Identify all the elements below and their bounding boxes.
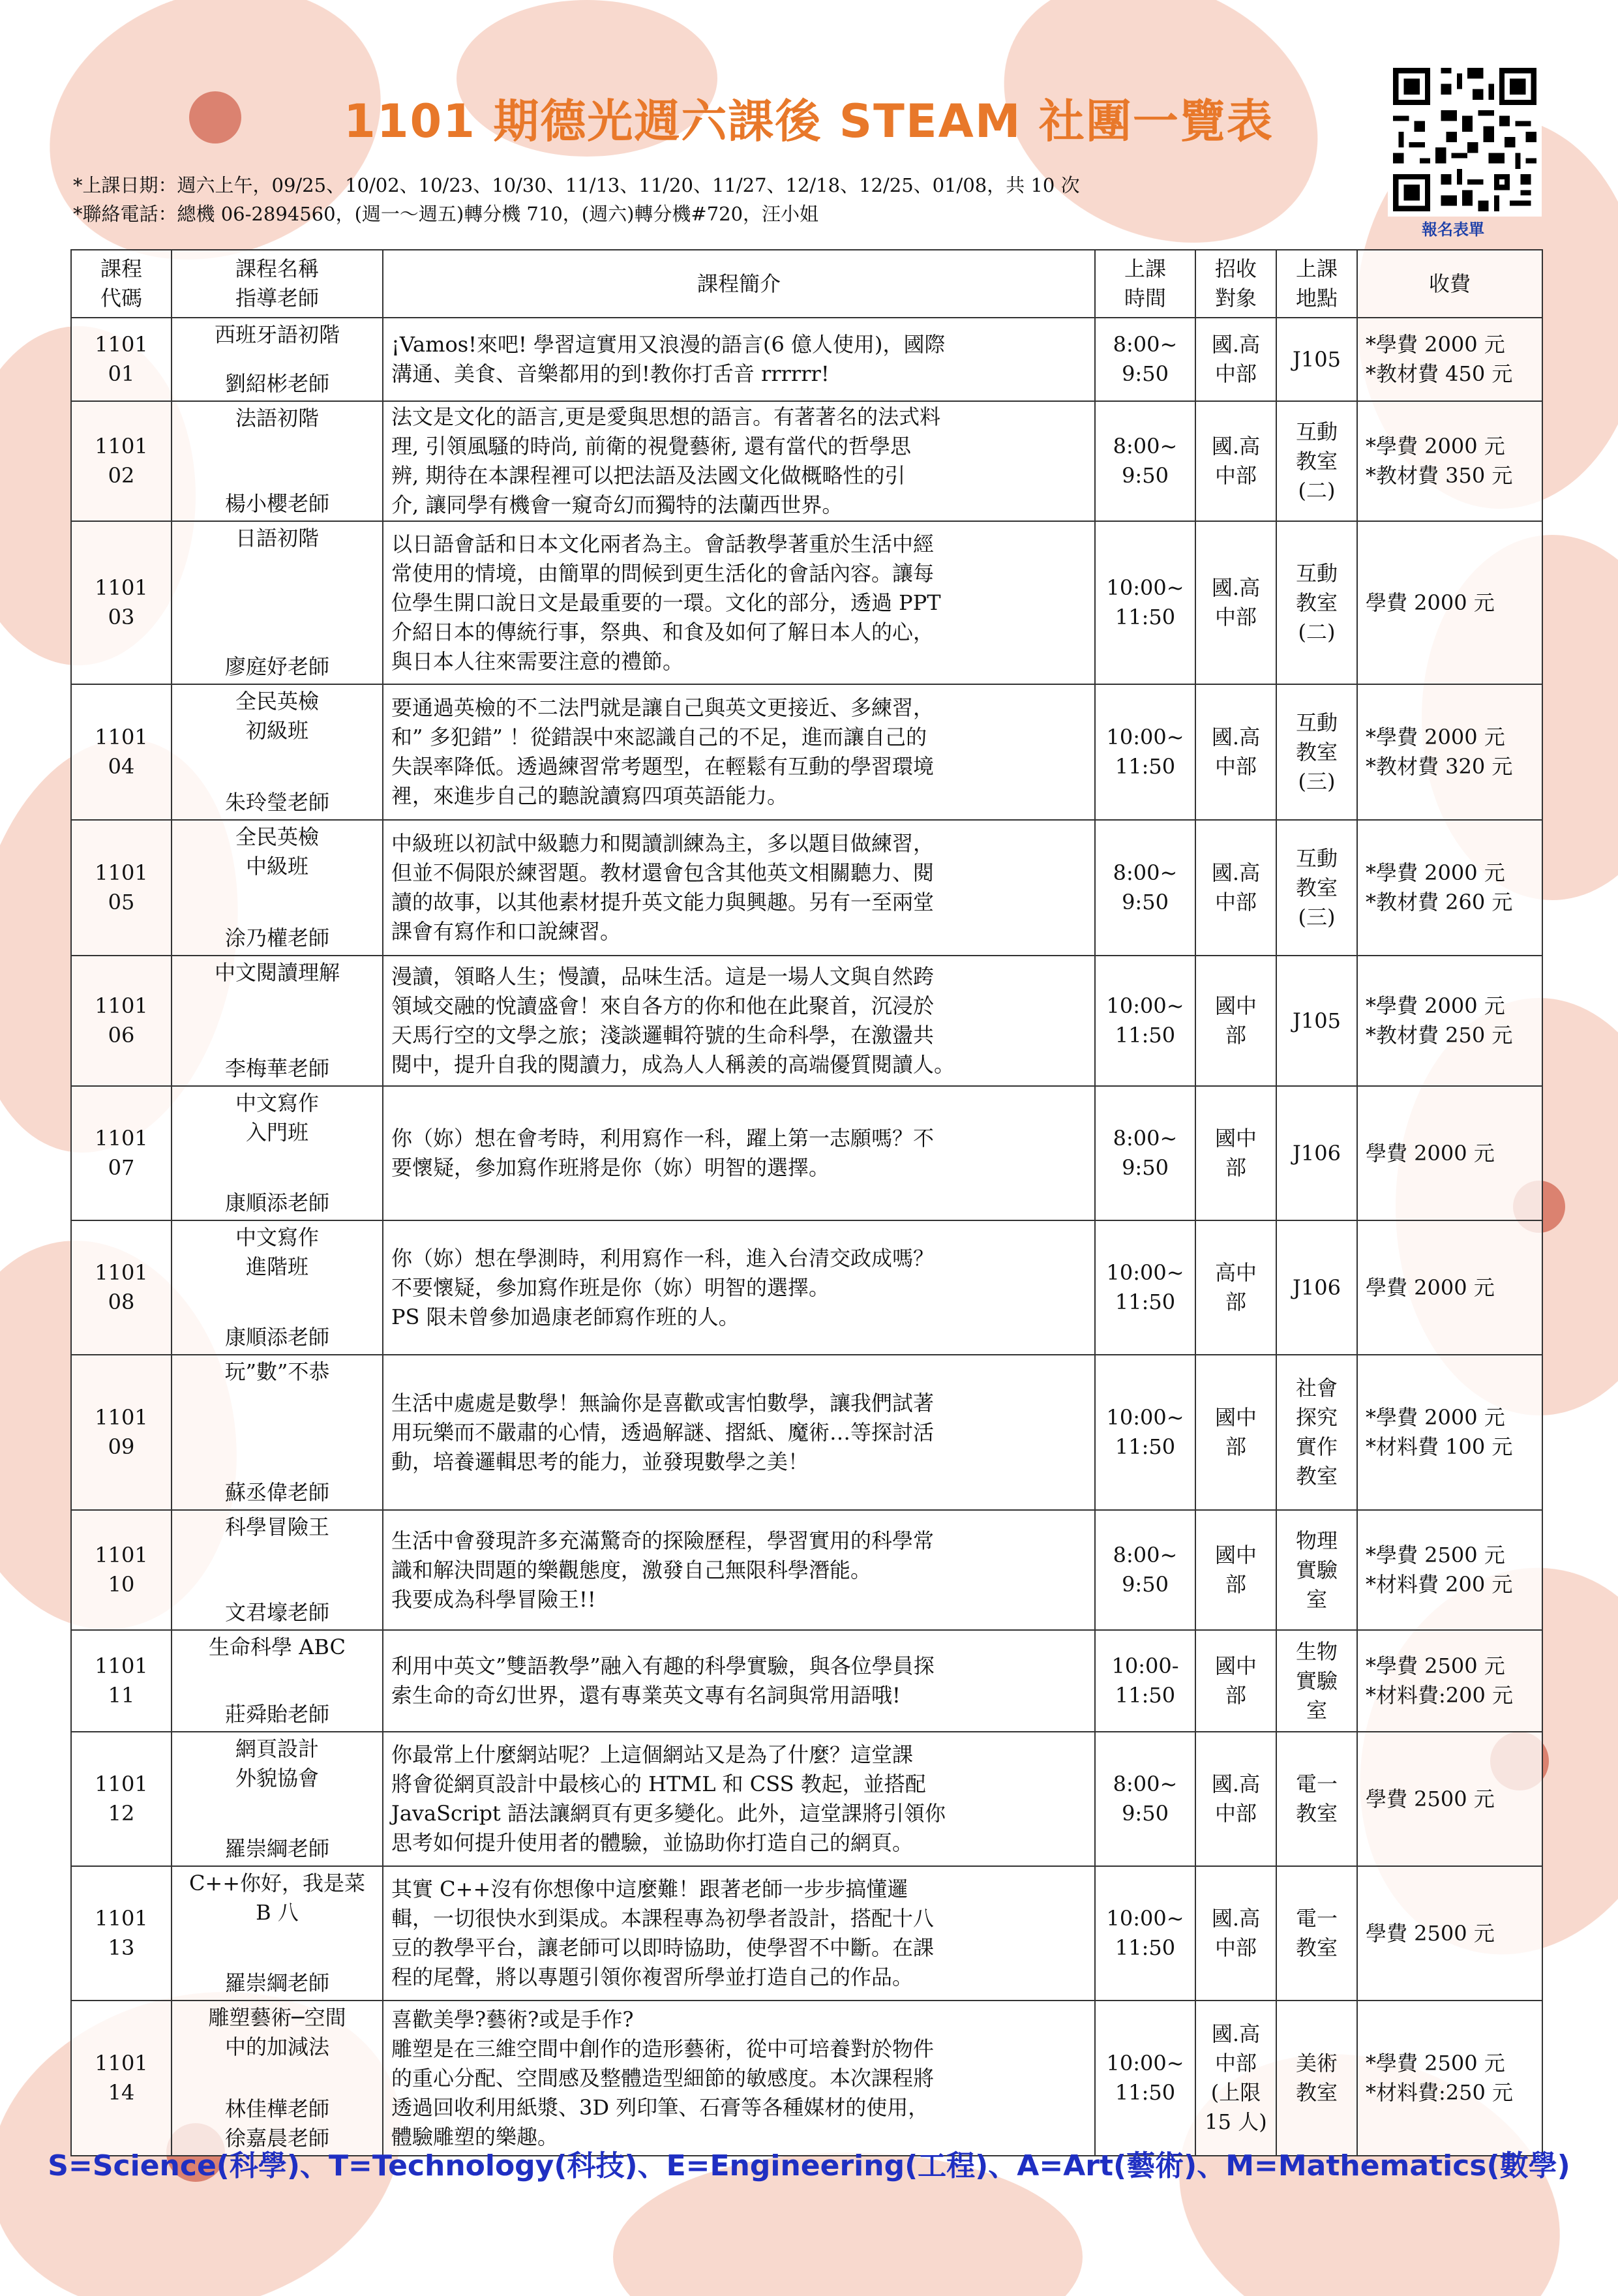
course-fee: *學費 2000 元 *材料費 100 元	[1357, 1355, 1542, 1510]
course-name-teacher	[172, 401, 383, 521]
course-name-teacher	[172, 2001, 383, 2156]
class-time: 8:00~ 9:50	[1095, 820, 1195, 956]
class-dates: *上課日期：週六上午，09/25、10/02、10/23、10/30、11/13、11/20、11/27、12/18、12/25、01/08，共 10 次	[73, 174, 1080, 196]
class-location: J106	[1276, 1086, 1357, 1220]
course-name: 雕塑藝術─空間 中的加減法	[208, 2005, 346, 2059]
table-row	[71, 1220, 1542, 1355]
class-location: 電一 教室	[1276, 1732, 1357, 1866]
class-time: 8:00~ 9:50	[1095, 401, 1195, 521]
class-location: 美術 教室	[1276, 2001, 1357, 2156]
class-time: 10:00~ 11:50	[1095, 1355, 1195, 1510]
header-target: 招收 對象	[1195, 250, 1276, 318]
teacher-name: 林佳樺老師 徐嘉晨老師	[224, 2096, 329, 2151]
class-location: 生物 實驗 室	[1276, 1630, 1357, 1732]
course-fee: *學費 2000 元 *教材費 450 元	[1357, 318, 1542, 401]
course-name-teacher	[172, 1510, 383, 1630]
contact-phone: *聯絡電話：總機 06-2894560，(週一～週五)轉分機 710，(週六)轉分機#720，汪小姐	[73, 203, 819, 225]
target-students: 國.高 中部	[1195, 684, 1276, 820]
table-row	[71, 1630, 1542, 1732]
course-fee: *學費 2000 元 *教材費 260 元	[1357, 820, 1542, 956]
course-name-teacher	[172, 1220, 383, 1355]
course-code: 1101 10	[71, 1510, 172, 1630]
course-description: 喜歡美學?藝術?或是手作? 雕塑是在三維空間中創作的造形藝術，從中可培養對於物件 的重心分配、空間感及整體造型細節的敏感度。本次課程將 透過回收利用紙漿、3D 列印筆、石膏等各種媒材的使用， 體驗雕塑的樂趣。	[383, 2001, 1095, 2156]
course-name-teacher	[172, 684, 383, 820]
table-row	[71, 956, 1542, 1086]
course-code: 1101 04	[71, 684, 172, 820]
header-time: 上課 時間	[1095, 250, 1195, 318]
course-fee: 學費 2500 元	[1357, 1866, 1542, 2001]
class-location: 電一 教室	[1276, 1866, 1357, 2001]
course-fee: 學費 2000 元	[1357, 521, 1542, 684]
qr-code-icon[interactable]	[1388, 63, 1542, 217]
table-row	[71, 1866, 1542, 2001]
class-time: 10:00~ 11:50	[1095, 521, 1195, 684]
course-fee: *學費 2000 元 *教材費 350 元	[1357, 401, 1542, 521]
table-row	[71, 521, 1542, 684]
course-fee: *學費 2500 元 *材料費:200 元	[1357, 1630, 1542, 1732]
course-name: 中文閱讀理解	[214, 960, 340, 985]
course-name-teacher	[172, 820, 383, 956]
page-title: 1101 期德光週六課後 STEAM 社團一覽表	[344, 95, 1274, 148]
course-name-teacher	[172, 1732, 383, 1866]
table-row	[71, 820, 1542, 956]
target-students: 國中 部	[1195, 956, 1276, 1086]
course-description: 其實 C++沒有你想像中這麼難！跟著老師一步步搞懂邏 輯，一切很快水到渠成。本課程專為初學者設計，搭配十八 豆的教學平台，讓老師可以即時協助，使學習不中斷。在課 程的尾聲，將以專題引領你複習所學並打造自己的作品。	[383, 1866, 1095, 2001]
header-code: 課程 代碼	[71, 250, 172, 318]
teacher-name: 劉紹彬老師	[224, 371, 329, 396]
course-name: 中文寫作 進階班	[235, 1225, 319, 1279]
course-code: 1101 06	[71, 956, 172, 1086]
course-fee: *學費 2000 元 *教材費 320 元	[1357, 684, 1542, 820]
table-header-row	[71, 250, 1542, 318]
course-fee: 學費 2500 元	[1357, 1732, 1542, 1866]
header-name: 課程名稱 指導老師	[172, 250, 383, 318]
table-row	[71, 1355, 1542, 1510]
teacher-name: 莊舜貽老師	[224, 1702, 329, 1727]
course-name-teacher	[172, 1866, 383, 2001]
class-time: 8:00~ 9:50	[1095, 318, 1195, 401]
course-fee: *學費 2500 元 *材料費 200 元	[1357, 1510, 1542, 1630]
teacher-name: 李梅華老師	[224, 1056, 329, 1081]
course-description: 生活中處處是數學！無論你是喜歡或害怕數學，讓我們試著 用玩樂而不嚴肅的心情，透過解謎、摺紙、魔術…等探討活 動，培養邏輯思考的能力，並發現數學之美！	[383, 1355, 1095, 1510]
table-row	[71, 684, 1542, 820]
qr-label: 報名表單	[1422, 220, 1484, 239]
class-location: 社會 探究 實作 教室	[1276, 1355, 1357, 1510]
table-row	[71, 2001, 1542, 2156]
table-row	[71, 1510, 1542, 1630]
course-name: 玩”數”不恭	[224, 1359, 330, 1384]
course-code: 1101 13	[71, 1866, 172, 2001]
target-students: 國.高 中部	[1195, 1732, 1276, 1866]
course-code: 1101 02	[71, 401, 172, 521]
course-name-teacher	[172, 1630, 383, 1732]
course-code: 1101 05	[71, 820, 172, 956]
course-name: 網頁設計 外貌協會	[235, 1736, 319, 1790]
course-code: 1101 12	[71, 1732, 172, 1866]
table-row	[71, 401, 1542, 521]
course-description: 中級班以初試中級聽力和閱讀訓練為主，多以題目做練習， 但並不侷限於練習題。教材還會包含其他英文相關聽力、閱 讀的故事，以其他素材提升英文能力與興趣。另有一至兩堂 課會有寫作和口說練習。	[383, 820, 1095, 956]
header-fee: 收費	[1357, 250, 1542, 318]
course-description: 利用中英文”雙語教學”融入有趣的科學實驗，與各位學員探 索生命的奇幻世界，還有專業英文專有名詞與常用語哦!	[383, 1630, 1095, 1732]
teacher-name: 康順添老師	[224, 1325, 329, 1350]
class-location: 互動 教室 (三)	[1276, 820, 1357, 956]
course-description: 你（妳）想在會考時，利用寫作一科，躍上第一志願嗎？不 要懷疑，參加寫作班將是你（妳）明智的選擇。	[383, 1086, 1095, 1220]
table-row	[71, 1086, 1542, 1220]
header-description: 課程簡介	[383, 250, 1095, 318]
course-name: 全民英檢 初級班	[235, 689, 319, 743]
target-students: 國中 部	[1195, 1086, 1276, 1220]
class-location: J105	[1276, 318, 1357, 401]
course-name-teacher	[172, 521, 383, 684]
teacher-name: 朱玲瑩老師	[224, 790, 329, 815]
course-name: 日語初階	[235, 526, 319, 551]
course-description: 要通過英檢的不二法門就是讓自己與英文更接近、多練習， 和” 多犯錯” ！從錯誤中來認識自己的不足，進而讓自己的 失誤率降低。透過練習常考題型，在輕鬆有互動的學習環境 裡，來進步自己的聽說讀寫四項英語能力。	[383, 684, 1095, 820]
teacher-name: 康順添老師	[224, 1190, 329, 1215]
course-code: 1101 14	[71, 2001, 172, 2156]
class-location: J106	[1276, 1220, 1357, 1355]
course-name-teacher	[172, 1355, 383, 1510]
course-code: 1101 01	[71, 318, 172, 401]
class-time: 10:00~ 11:50	[1095, 684, 1195, 820]
class-time: 10:00~ 11:50	[1095, 2001, 1195, 2156]
target-students: 國中 部	[1195, 1510, 1276, 1630]
class-time: 10:00~ 11:50	[1095, 956, 1195, 1086]
target-students: 國.高 中部	[1195, 318, 1276, 401]
class-location: 互動 教室 (三)	[1276, 684, 1357, 820]
course-fee: *學費 2000 元 *教材費 250 元	[1357, 956, 1542, 1086]
teacher-name: 蘇丞偉老師	[224, 1480, 329, 1505]
class-location: 互動 教室 (二)	[1276, 521, 1357, 684]
course-fee: 學費 2000 元	[1357, 1086, 1542, 1220]
teacher-name: 廖庭妤老師	[224, 654, 329, 679]
class-time: 8:00~ 9:50	[1095, 1732, 1195, 1866]
class-time: 10:00~ 11:50	[1095, 1866, 1195, 2001]
course-code: 1101 03	[71, 521, 172, 684]
course-name: 中文寫作 入門班	[235, 1091, 319, 1145]
course-name-teacher	[172, 1086, 383, 1220]
target-students: 高中 部	[1195, 1220, 1276, 1355]
steam-legend: S=Science(科學)、T=Technology(科技)、E=Engineering(工程)、A=Art(藝術)、M=Mathematics(數學)	[48, 2149, 1570, 2183]
course-table	[70, 249, 1543, 2156]
course-code: 1101 07	[71, 1086, 172, 1220]
class-time: 10:00~ 11:50	[1095, 1220, 1195, 1355]
teacher-name: 楊小櫻老師	[224, 491, 329, 516]
header-place: 上課 地點	[1276, 250, 1357, 318]
teacher-name: 羅崇綱老師	[224, 1971, 329, 1995]
course-name: 全民英檢 中級班	[235, 824, 319, 879]
course-code: 1101 11	[71, 1630, 172, 1732]
target-students: 國.高 中部	[1195, 1866, 1276, 2001]
course-name: 生命科學 ABC	[209, 1635, 346, 1659]
class-time: 8:00~ 9:50	[1095, 1510, 1195, 1630]
course-name-teacher	[172, 956, 383, 1086]
course-code: 1101 08	[71, 1220, 172, 1355]
teacher-name: 羅崇綱老師	[224, 1836, 329, 1861]
class-time: 10:00- 11:50	[1095, 1630, 1195, 1732]
target-students: 國.高 中部	[1195, 521, 1276, 684]
class-time: 8:00~ 9:50	[1095, 1086, 1195, 1220]
course-code: 1101 09	[71, 1355, 172, 1510]
course-name: 法語初階	[235, 406, 319, 430]
course-description: 以日語會話和日本文化兩者為主。會話教學著重於生活中經 常使用的情境，由簡單的問候到更生活化的會話內容。讓每 位學生開口說日文是最重要的一環。文化的部分，透過 PPT 介紹日本的傳統行事，祭典、和食及如何了解日本人的心， 與日本人往來需要注意的禮節。	[383, 521, 1095, 684]
course-name: 西班牙語初階	[214, 322, 340, 347]
class-location: 物理 實驗 室	[1276, 1510, 1357, 1630]
course-description: 法文是文化的語言,更是愛與思想的語言。有著著名的法式料 理, 引領風騷的時尚, 前衛的視覺藝術, 還有當代的哲學思 辨, 期待在本課程裡可以把法語及法國文化做概略性的引 介, 讓同學有機會一窺奇幻而獨特的法蘭西世界。	[383, 401, 1095, 521]
course-description: 漫讀，領略人生；慢讀，品味生活。這是一場人文與自然跨 領域交融的悅讀盛會！來自各方的你和他在此聚首，沉浸於 天馬行空的文學之旅；淺談邏輯符號的生命科學，在激盪共 閱中，提升自我的閱讀力，成為人人稱羨的高端優質閱讀人。	[383, 956, 1095, 1086]
course-description: ¡Vamos!來吧! 學習這實用又浪漫的語言(6 億人使用)，國際 溝通、美食、音樂都用的到!教你打舌音 rrrrrr!	[383, 318, 1095, 401]
table-row	[71, 1732, 1542, 1866]
teacher-name: 涂乃權老師	[224, 926, 329, 950]
teacher-name: 文君壕老師	[224, 1600, 329, 1625]
course-name: 科學冒險王	[224, 1515, 329, 1539]
table-row	[71, 318, 1542, 401]
target-students: 國中 部	[1195, 1630, 1276, 1732]
target-students: 國.高 中部 (上限 15 人)	[1195, 2001, 1276, 2156]
target-students: 國.高 中部	[1195, 820, 1276, 956]
course-name-teacher	[172, 318, 383, 401]
course-description: 你（妳）想在學測時，利用寫作一科，進入台清交政成嗎？ 不要懷疑，參加寫作班是你（妳）明智的選擇。 PS 限未曾參加過康老師寫作班的人。	[383, 1220, 1095, 1355]
course-description: 生活中會發現許多充滿驚奇的探險歷程，學習實用的科學常 識和解決問題的樂觀態度，激發自己無限科學潛能。 我要成為科學冒險王!!	[383, 1510, 1095, 1630]
course-fee: *學費 2500 元 *材料費:250 元	[1357, 2001, 1542, 2156]
class-location: 互動 教室 (二)	[1276, 401, 1357, 521]
course-fee: 學費 2000 元	[1357, 1220, 1542, 1355]
course-description: 你最常上什麼網站呢？上這個網站又是為了什麼？這堂課 將會從網頁設計中最核心的 HTML 和 CSS 教起，並搭配 JavaScript 語法讓網頁有更多變化。此外，這堂課將引領你 思考如何提升使用者的體驗，並協助你打造自己的網頁。	[383, 1732, 1095, 1866]
class-location: J105	[1276, 956, 1357, 1086]
target-students: 國.高 中部	[1195, 401, 1276, 521]
course-name: C++你好，我是菜 B 八	[188, 1871, 366, 1925]
target-students: 國中 部	[1195, 1355, 1276, 1510]
